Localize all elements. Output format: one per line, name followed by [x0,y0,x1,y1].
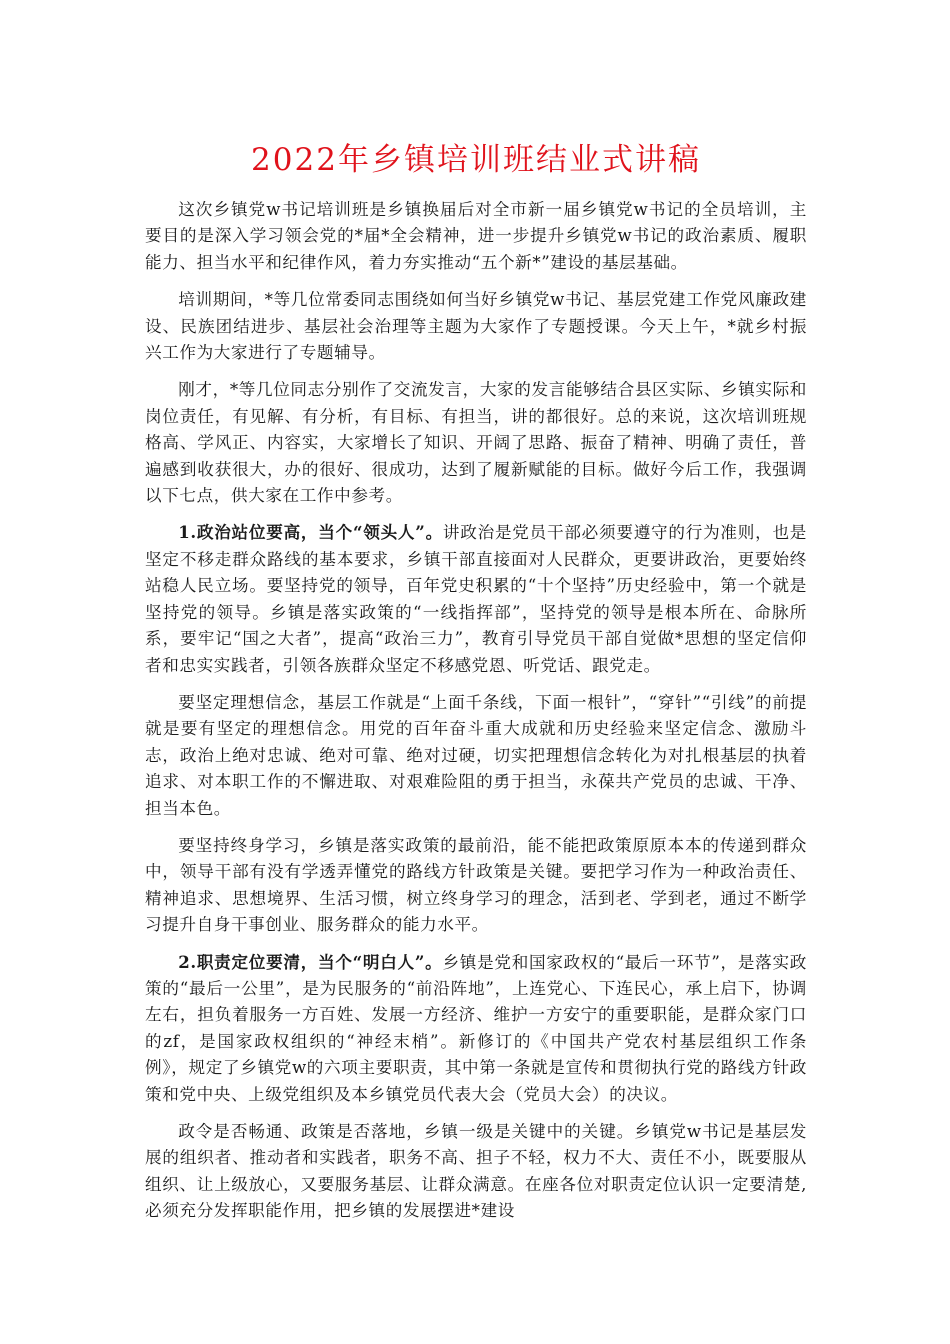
document-page [145,138,807,1235]
paragraph-text: 政令是否畅通、政策是否落地，乡镇一级是关键中的关键。乡镇党w书记是基层发展的组织者、推动者和实践者，职务不高、担子不轻，权力不大、责任不小，既要服从组织、让上级放心，又要服务基层、让群众满意。在座各位对职责定位认识一定要清楚,必须充分发挥职能作用，把乡镇的发展摆进*建设 [145,1122,807,1221]
section-heading: 2.职责定位要清，当个“明白人”。 [178,951,443,972]
paragraph-ideals [145,689,807,822]
paragraph-text: 刚才，*等几位同志分别作了交流发言，大家的发言能够结合县区实际、乡镇实际和岗位责任，有见解、有分析，有目标、有担当，讲的都很好。总的来说，这次培训班规格高、学风正、内容实，大家增长了知识、开阔了思路、振奋了精神、明确了责任，普遍感到收获很大，办的很好、很成功，达到了履新赋能的目标。做好今后工作，我强调以下七点，供大家在工作中参考。 [145,380,807,506]
paragraph-exchange [145,376,807,509]
paragraph-text: 要坚定理想信念，基层工作就是“上面千条线，下面一根针”，“穿针”“引线”的前提就是要有坚定的理想信念。用党的百年奋斗重大成就和历史经验来坚定信念、激励斗志，政治上绝对忠诚、绝对可靠、绝对过硬，切实把理想信念转化为对扎根基层的执着追求、对本职工作的不懈进取、对艰难险阻的勇于担当，永葆共产党员的忠诚、干净、担当本色。 [145,692,807,818]
paragraph-policy [145,1118,807,1225]
paragraph-point-1 [145,519,807,678]
paragraph-point-2 [145,949,807,1108]
paragraph-text: 培训期间，*等几位常委同志围绕如何当好乡镇党w书记、基层党建工作党风廉政建设、民族团结进步、基层社会治理等主题为大家作了专题授课。今天上午，*就乡村振兴工作为大家进行了专题辅导。 [145,290,807,363]
paragraph-text: 讲政治是党员干部必须要遵守的行为准则，也是坚定不移走群众路线的基本要求，乡镇干部直接面对人民群众，更要讲政治，更要始终站稳人民立场。要坚持党的领导，百年党史积累的“十个坚持”历史经验中，第一个就是坚持党的领导。乡镇是落实政策的“一线指挥部”，坚持党的领导是根本所在、命脉所系，要牢记“国之大者”，提高“政治三力”，教育引导党员干部自觉做*思想的坚定信仰者和忠实实践者，引领各族群众坚定不移感党恩、听党话、跟党走。 [145,523,807,675]
document-title: 2022年乡镇培训班结业式讲稿 [251,142,701,178]
paragraph-training-period [145,286,807,366]
paragraph-text: 这次乡镇党w书记培训班是乡镇换届后对全市新一届乡镇党w书记的全员培训，主要目的是深入学习领会党的*届*全会精神，进一步提升乡镇党w书记的政治素质、履职能力、担当水平和纪律作风，着力夯实推动“五个新*”建设的基层基础。 [145,200,807,272]
paragraph-text: 要坚持终身学习，乡镇是落实政策的最前沿，能不能把政策原原本本的传递到群众中，领导干部有没有学透弄懂党的路线方针政策是关键。要把学习作为一种政治责任、精神追求、思想境界、生活习惯，树立终身学习的理念，活到老、学到老，通过不断学习提升自身干事创业、服务群众的能力水平。 [145,835,807,935]
paragraph-lifelong-learning [145,832,807,939]
paragraph-intro [145,196,807,276]
paragraph-text: 乡镇是党和国家政权的“最后一环节”，是落实政策的“最后一公里”，是为民服务的“前沿阵地”，上连党心、下连民心，承上启下，协调左右，担负着服务一方百姓、发展一方经济、维护一方安宁的重要职能，是群众家门口的zf，是国家政权组织的“神经末梢”。新修订的《中国共产党农村基层组织工作条例》，规定了乡镇党w的六项主要职责，其中第一条就是宣传和贯彻执行党的路线方针政策和党中央、上级党组织及本乡镇党员代表大会（党员大会）的决议。 [145,952,807,1104]
section-heading: 1.政治站位要高，当个“领头人”。 [178,522,443,543]
